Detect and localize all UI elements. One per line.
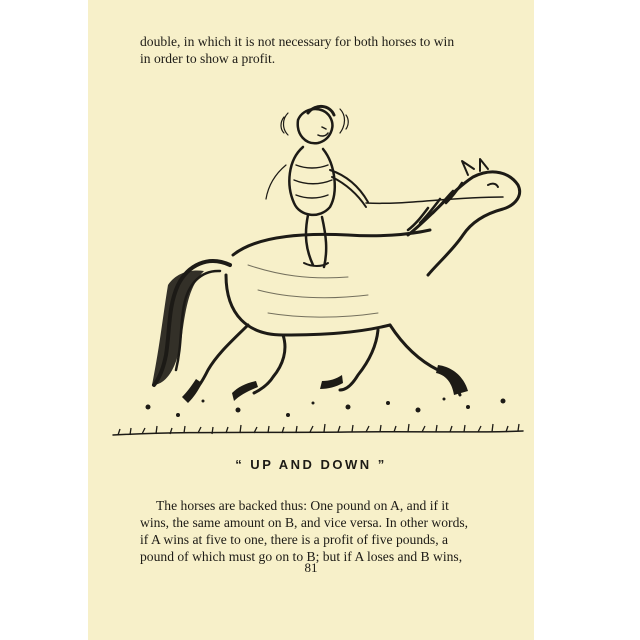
- bottom-paragraph: [140, 497, 468, 565]
- text-line: in order to show a profit.: [140, 51, 276, 66]
- text-line: pound of which must go on to B; but if A loses and B wins,: [140, 549, 463, 564]
- text-line: double, in which it is not necessary for both horses to win: [140, 34, 455, 49]
- book-page: [88, 0, 534, 640]
- illustration-caption: “ UP AND DOWN ”: [235, 457, 387, 472]
- text-line: if A wins at five to one, there is a profit of five pounds, a: [140, 532, 449, 547]
- page-number: 81: [304, 560, 318, 575]
- text-line: wins, the same amount on B, and vice versa. In other words,: [140, 515, 469, 530]
- horse-and-rider-illustration: [108, 85, 528, 445]
- text-line: The horses are backed thus: One pound on A, and if it: [156, 498, 449, 513]
- top-paragraph: [140, 33, 454, 67]
